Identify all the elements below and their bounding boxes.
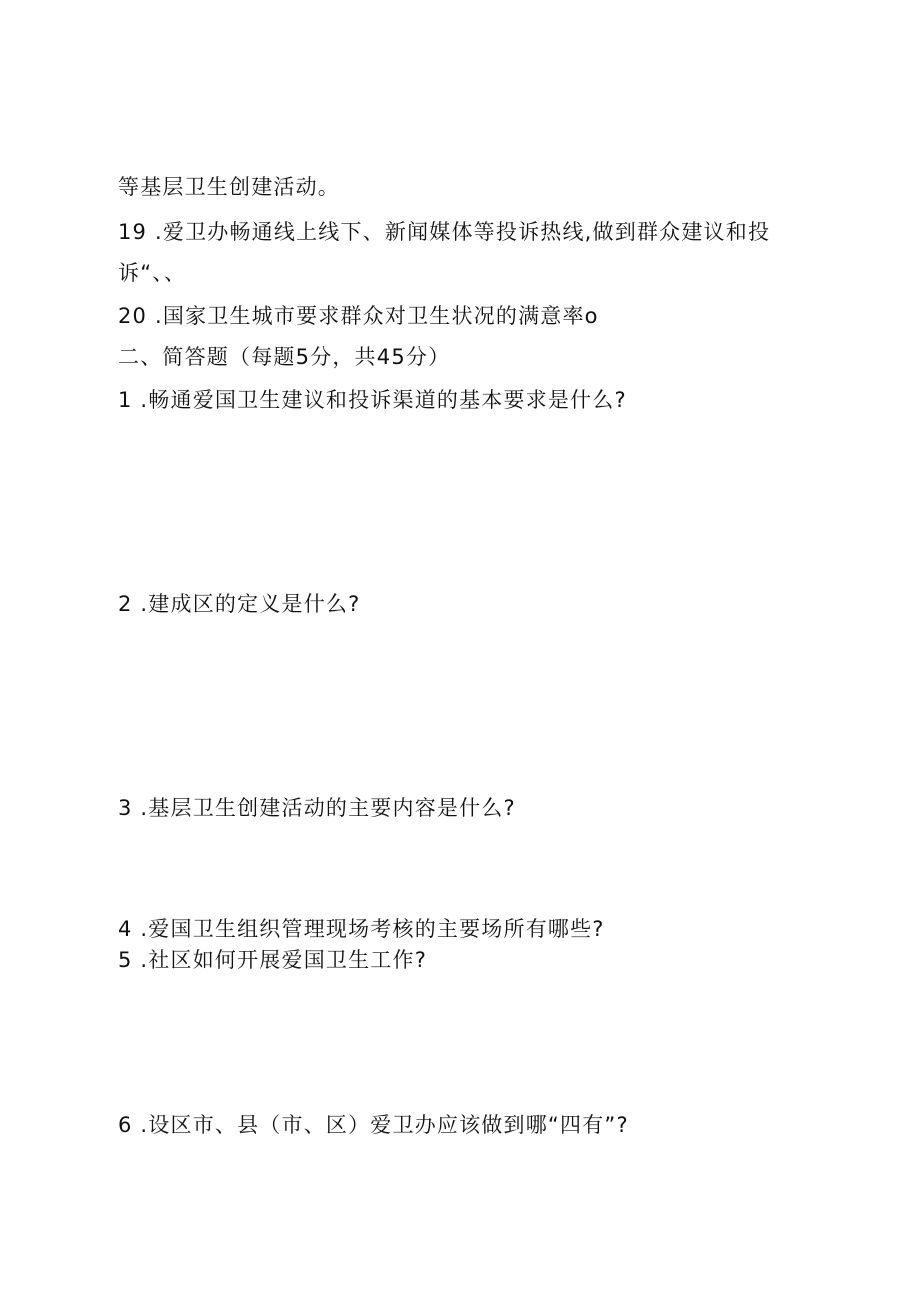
short-answer-question-1: 1 .畅通爱国卫生建议和投诉渠道的基本要求是什么? xyxy=(118,388,627,412)
question-19-line2: 诉“、、 xyxy=(118,261,187,285)
short-answer-question-6: 6 .设区市、县（市、区）爱卫办应该做到哪“四有”? xyxy=(118,1113,629,1137)
short-answer-question-3: 3 .基层卫生创建活动的主要内容是什么? xyxy=(118,796,516,820)
question-20: 20 .国家卫生城市要求群众对卫生状况的满意率o xyxy=(118,304,599,328)
short-answer-question-5: 5 .社区如何开展爱国卫生工作? xyxy=(118,948,428,972)
short-answer-question-2: 2 .建成区的定义是什么? xyxy=(118,592,361,616)
short-answer-question-4: 4 .爱国卫生组织管理现场考核的主要场所有哪些? xyxy=(118,917,605,941)
text-line-continuation: 等基层卫生创建活动。 xyxy=(118,175,340,199)
section-heading-short-answer: 二、简答题（每题5分，共45分） xyxy=(118,345,451,369)
question-19-line1: 19 .爱卫办畅通线上线下、新闻媒体等投诉热线,做到群众建议和投 xyxy=(118,220,771,244)
